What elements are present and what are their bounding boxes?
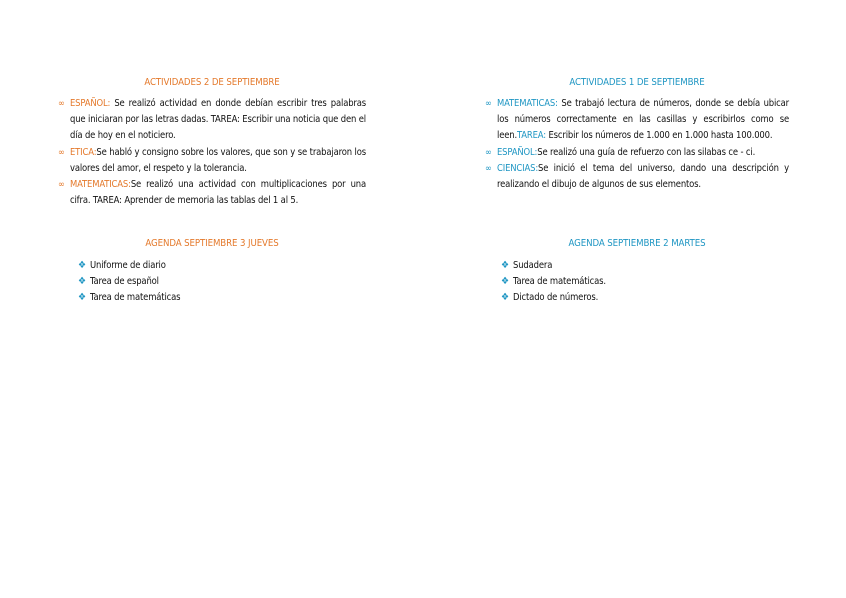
activity-text: Se inició el tema del universo, dando una descripción y realizando el dibujo de algunos de sus elementos. bbox=[497, 162, 789, 191]
list-item bbox=[485, 145, 789, 161]
activity-text: Se realizó una guía de refuerzo con las silabas ce - ci. bbox=[537, 146, 756, 158]
agenda-item-text: Tarea de matemáticas bbox=[90, 292, 181, 303]
agenda-item-text: Uniforme de diario bbox=[90, 260, 166, 271]
infinity-icon: ∞ bbox=[485, 147, 492, 158]
infinity-icon: ∞ bbox=[58, 147, 65, 158]
homework-label: TAREA: bbox=[517, 130, 546, 142]
diamond-icon: ❖ bbox=[501, 276, 509, 287]
diamond-icon: ❖ bbox=[78, 260, 86, 271]
agenda-heading: AGENDA SEPTIEMBRE 2 MARTES bbox=[568, 238, 706, 249]
diamond-icon: ❖ bbox=[501, 260, 509, 271]
subject-label: MATEMATICAS: bbox=[70, 179, 131, 191]
infinity-icon: ∞ bbox=[58, 180, 65, 191]
list-item bbox=[501, 274, 606, 290]
subject-label: CIENCIAS: bbox=[497, 162, 539, 174]
subject-label: ESPAÑOL: bbox=[70, 98, 111, 109]
agenda-heading: AGENDA SEPTIEMBRE 3 JUEVES bbox=[145, 238, 279, 249]
activities-list bbox=[485, 96, 789, 193]
list-item bbox=[58, 177, 366, 209]
homework-text: Escribir los números de 1.000 en 1.000 hasta 100.000. bbox=[545, 130, 773, 142]
activities-heading: ACTIVIDADES 2 DE SEPTIEMBRE bbox=[144, 77, 280, 88]
agenda-list bbox=[501, 258, 606, 306]
agenda-item-text: Tarea de español bbox=[90, 276, 159, 287]
agenda-item-text: Tarea de matemáticas. bbox=[513, 276, 606, 287]
activity-text: Se trabajó lectura de números, donde se debía ubicar los números correctamente en las casillas y escribirlos como se leen. bbox=[497, 98, 789, 142]
list-item bbox=[501, 258, 606, 274]
activity-text: Se realizó actividad en donde debían escribir tres palabras que iniciaran por las letras dadas. TAREA: Escribir una noticia que den el día de hoy en el noticiero. bbox=[70, 98, 366, 142]
agenda-item-text: Dictado de números. bbox=[513, 292, 599, 303]
infinity-icon: ∞ bbox=[485, 163, 492, 174]
infinity-icon: ∞ bbox=[485, 99, 492, 109]
diamond-icon: ❖ bbox=[78, 276, 86, 287]
list-item bbox=[78, 290, 180, 306]
activity-text: Se habló y consigno sobre los valores, que son y se trabajaron los valores del amor, el respeto y la tolerancia. bbox=[70, 146, 366, 174]
subject-label: MATEMATICAS: bbox=[497, 98, 558, 109]
activities-heading: ACTIVIDADES 1 DE SEPTIEMBRE bbox=[569, 77, 705, 88]
activity-text: Se realizó una actividad con multiplicaciones por una cifra. TAREA: Aprender de memoria las tablas del 1 al 5. bbox=[70, 179, 366, 207]
list-item bbox=[78, 274, 180, 290]
agenda-list bbox=[78, 258, 180, 306]
list-item bbox=[501, 290, 606, 306]
diamond-icon: ❖ bbox=[78, 292, 86, 303]
list-item bbox=[485, 161, 789, 193]
list-item bbox=[485, 96, 789, 145]
agenda-item-text: Sudadera bbox=[513, 260, 553, 271]
list-item bbox=[58, 96, 366, 145]
infinity-icon: ∞ bbox=[58, 99, 65, 109]
subject-label: ESPAÑOL: bbox=[497, 146, 538, 158]
list-item bbox=[78, 258, 180, 274]
subject-label: ETICA: bbox=[70, 146, 97, 158]
activities-list bbox=[58, 96, 366, 209]
list-item bbox=[58, 145, 366, 177]
diamond-icon: ❖ bbox=[501, 292, 509, 303]
